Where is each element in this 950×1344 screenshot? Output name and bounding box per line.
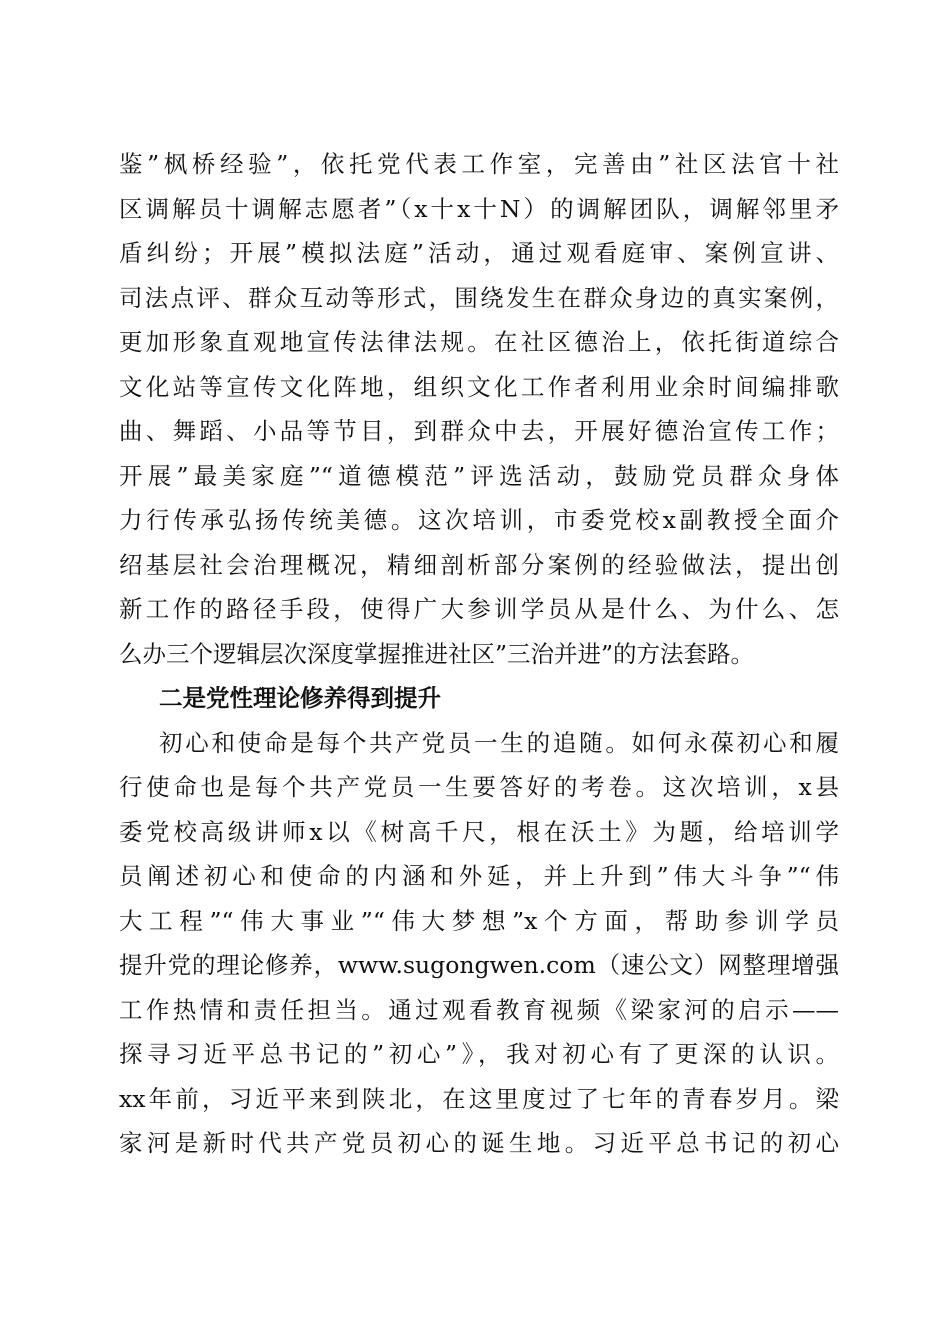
text-line: 盾纠纷；开展”模拟法庭”活动，通过观看庭审、案例宣讲、: [119, 239, 839, 267]
text-line: xx年前，习近平来到陕北，在这里度过了七年的青春岁月。梁: [119, 1084, 839, 1113]
text-line: 提升党的理论修养，www.sugongwen.com（速公文）网整理增强: [119, 951, 839, 979]
text-line: 员阐述初心和使命的内涵和外延，并上升到”伟大斗争”“伟: [119, 862, 839, 890]
text-line: 行使命也是每个共产党员一生要答好的考卷。这次培训，x县: [119, 773, 839, 801]
text-line: 区调解员十调解志愿者”（x十x十N）的调解团队，调解邻里矛: [119, 194, 839, 223]
text-line: 开展”最美家庭”“道德模范”评选活动，鼓励党员群众身体: [119, 461, 839, 490]
text-line: 委党校高级讲师x以《树高千尺，根在沃土》为题，给培训学: [119, 817, 839, 846]
paragraph-grassroots-governance: [119, 142, 839, 676]
text-line: 么办三个逻辑层次深度掌握推进社区”三治并进”的方法套路。: [119, 639, 755, 668]
text-line: 家河是新时代共产党员初心的诞生地。习近平总书记的初心: [119, 1129, 839, 1157]
text-line: 鉴”枫桥经验”，依托党代表工作室，完善由”社区法官十社: [119, 150, 839, 178]
section-heading: 二是党性理论修养得到提升: [159, 684, 441, 712]
text-line: 曲、舞蹈、小品等节目，到群众中去，开展好德治宣传工作；: [119, 417, 839, 445]
paragraph-party-theory: [119, 721, 839, 1166]
text-line: 初心和使命是每个共产党员一生的追随。如何永葆初心和履: [159, 728, 839, 757]
text-line: 力行传承弘扬传统美德。这次培训，市委党校x副教授全面介: [119, 506, 839, 534]
text-line: 司法点评、群众互动等形式，围绕发生在群众身边的真实案例，: [119, 283, 839, 312]
text-line: 探寻习近平总书记的”初心”》，我对初心有了更深的认识。: [119, 1040, 839, 1068]
text-line: 更加形象直观地宣传法律法规。在社区德治上，依托街道综合: [119, 328, 839, 356]
text-line: 工作热情和责任担当。通过观看教育视频《梁家河的启示——: [119, 995, 839, 1024]
text-line: 新工作的路径手段，使得广大参训学员从是什么、为什么、怎: [119, 595, 839, 623]
text-line: 大工程”“伟大事业”“伟大梦想”x个方面，帮助参训学员: [119, 906, 839, 935]
document-body: [119, 142, 839, 1166]
text-line: 文化站等宣传文化阵地，组织文化工作者利用业余时间编排歌: [119, 372, 839, 401]
text-line: 绍基层社会治理概况，精细剖析部分案例的经验做法，提出创: [119, 550, 839, 579]
